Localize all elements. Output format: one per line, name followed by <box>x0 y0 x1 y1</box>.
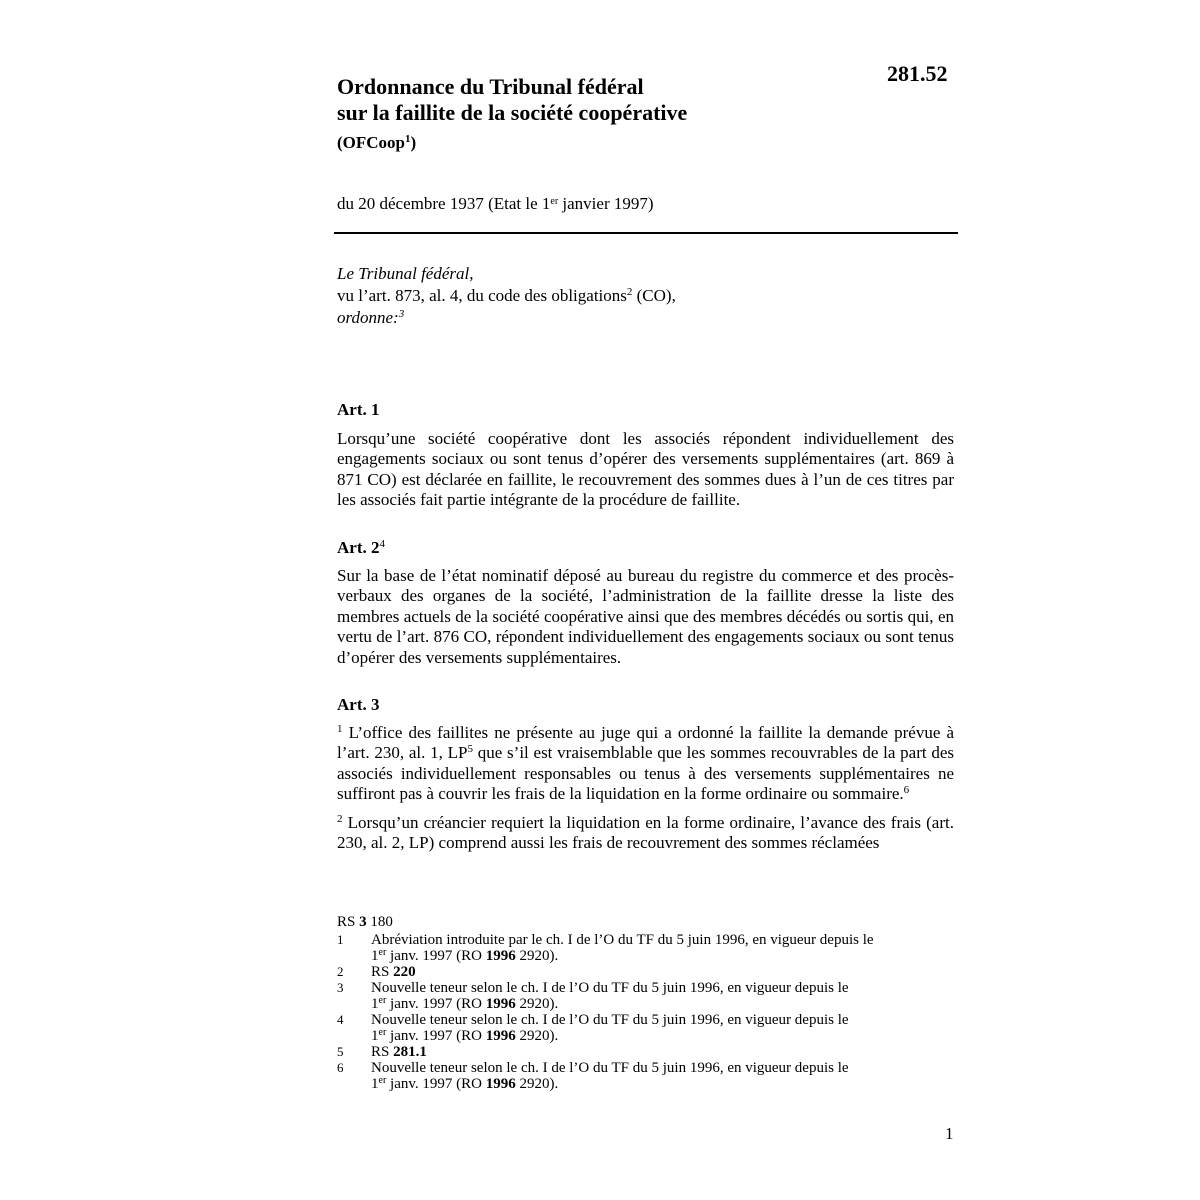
article-3-p1-text-cont: que s’il est vraisemblable que les sommes recouvrables de la part des associés individuellement responsables ou tenus à des versements supplémentaires ne suffiront pas à couvrir les frais de la liquidation en la forme ordinaire ou sommaire. <box>337 743 955 804</box>
footnote-1 <box>337 932 937 964</box>
paragraph-number-1: 1 <box>337 723 343 735</box>
paragraph-number-2: 2 <box>337 812 343 825</box>
preamble <box>337 263 957 329</box>
article-2-body <box>337 566 954 668</box>
fn-text: 1 <box>371 1076 379 1092</box>
fn-text: 1 <box>371 996 379 1012</box>
title-line-1: Ordonnance du Tribunal fédéral <box>337 74 644 99</box>
footnote-line: Nouvelle teneur selon le ch. I de l’O du TF du 5 juin 1996, en vigueur depuis le <box>371 1012 849 1028</box>
article-2-heading-text: Art. 2 <box>337 538 380 557</box>
fn-bold: 1996 <box>485 948 516 964</box>
article-3-body <box>337 723 954 853</box>
abbr-close: ) <box>410 133 417 152</box>
footnote-line-2 <box>371 1076 937 1092</box>
footnote-line: Nouvelle teneur selon le ch. I de l’O du TF du 5 juin 1996, en vigueur depuis le <box>371 1060 849 1076</box>
preamble-basis <box>337 285 957 307</box>
article-1-body <box>337 429 954 511</box>
footnote-line <box>371 964 937 980</box>
title-line-2: sur la faillite de la société coopérative <box>337 100 688 125</box>
header-rule <box>334 232 958 234</box>
article-1-heading: Art. 1 <box>337 400 380 419</box>
preamble-basis-text: vu l’art. 873, al. 4, du code des obligations <box>337 286 627 305</box>
fn-bold: 220 <box>393 964 416 980</box>
footnote-line: Nouvelle teneur selon le ch. I de l’O du TF du 5 juin 1996, en vigueur depuis le <box>371 980 849 996</box>
article-3-p2-text: Lorsqu’un créancier requiert la liquidation en la forme ordinaire, l’avance des frais (art. 230, al. 2, LP) comprend aussi les frais de recouvrement des sommes réclamées <box>337 812 954 853</box>
date-text: du 20 décembre 1937 (Etat le 1 <box>337 194 551 213</box>
fn-text: 2920). <box>515 1028 559 1044</box>
footnote-ref-5[interactable]: 5 <box>467 743 473 756</box>
preamble-authority: Le Tribunal fédéral, <box>337 264 474 283</box>
rs-prefix: RS <box>337 914 360 930</box>
fn-text: 1 <box>371 1028 379 1044</box>
fn-sup: er <box>378 1027 387 1038</box>
article-2-paragraph: Sur la base de l’état nominatif déposé au bureau du registre du commerce et des procès-verbaux des organes de la société, l’administration de la faillite dresse la liste des membres actuels de la société coopérative ainsi que des membres décédés ou sortis qui, en vertu de l’art. 876 CO, répondent individuellement des engagements sociaux ou sont tenus d’opérer des versements supplémentaires. <box>337 566 954 667</box>
date-line <box>337 193 654 215</box>
footnote-6 <box>337 1060 937 1092</box>
footnote-4 <box>337 1012 937 1044</box>
footnote-2 <box>337 964 937 980</box>
article-3-heading: Art. 3 <box>337 695 380 714</box>
title-abbreviation <box>337 132 897 154</box>
page-number: 1 <box>945 1124 954 1143</box>
footnote-5 <box>337 1044 937 1060</box>
article-3-paragraph-1 <box>337 723 954 805</box>
footnote-ref-6[interactable]: 6 <box>903 784 910 797</box>
fn-sup: er <box>378 1075 387 1086</box>
footnote-ref-2[interactable]: 2 <box>626 286 633 298</box>
footnote-number: 6 <box>337 1060 344 1075</box>
preamble-basis-end: (CO), <box>632 286 676 305</box>
footnote-number: 1 <box>337 932 344 947</box>
fn-bold: 281.1 <box>393 1044 427 1060</box>
article-3-p1-text: L’office des faillites ne présente au juge qui a ordonné la faillite la demande prévue à l’art. 230, al. 1, LP <box>337 723 954 763</box>
date-text-end: janvier 1997) <box>558 194 654 213</box>
fn-text: RS <box>371 964 394 980</box>
fn-text: 2920). <box>515 1076 559 1092</box>
footnote-line: Abréviation introduite par le ch. I de l’O du TF du 5 juin 1996, en vigueur depuis le <box>371 932 874 948</box>
fn-text: janv. 1997 (RO <box>386 948 486 964</box>
date-sup: er <box>550 196 559 207</box>
fn-text: 2920). <box>515 996 559 1012</box>
footnotes <box>337 914 937 1092</box>
preamble-decree-text: ordonne: <box>337 308 399 327</box>
fn-text: janv. 1997 (RO <box>386 1076 486 1092</box>
footnote-number: 5 <box>337 1044 344 1059</box>
fn-bold: 1996 <box>485 996 516 1012</box>
abbr-text: (OFCoop <box>337 133 405 152</box>
sr-number: 281.52 <box>887 61 948 86</box>
fn-text: RS <box>371 1044 394 1060</box>
footnote-number: 2 <box>337 964 344 979</box>
fn-text: janv. 1997 (RO <box>386 1028 486 1044</box>
article-1-paragraph: Lorsqu’une société coopérative dont les associés répondent individuellement des engagements sociaux ou sont tenus d’opérer des versements supplémentaires (art. 869 à 871 CO) est déclarée en faillite, le recouvrement des sommes dues à l’un de ces titres par les associés fait partie intégrante de la procédure de faillite. <box>337 429 954 510</box>
rs-page: 180 <box>366 914 393 930</box>
fn-text: 1 <box>371 948 379 964</box>
fn-text: 2920). <box>515 948 559 964</box>
article-2-heading <box>337 537 385 559</box>
footnote-number: 3 <box>337 980 344 995</box>
footnote-ref-3[interactable]: 3 <box>398 308 405 320</box>
footnote-line-2 <box>371 1028 937 1044</box>
title-block <box>337 74 897 154</box>
fn-sup: er <box>378 947 387 958</box>
rs-volume: 3 <box>359 914 367 930</box>
footnote-number: 4 <box>337 1012 344 1027</box>
fn-sup: er <box>378 995 387 1006</box>
fn-text: janv. 1997 (RO <box>386 996 486 1012</box>
footnote-line-2 <box>371 948 937 964</box>
preamble-decree <box>337 307 957 329</box>
fn-bold: 1996 <box>485 1028 516 1044</box>
rs-note <box>337 914 937 932</box>
article-3-paragraph-2 <box>337 813 954 854</box>
footnote-ref-1[interactable]: 1 <box>405 133 411 145</box>
footnote-line-2 <box>371 996 937 1012</box>
footnote-3 <box>337 980 937 1012</box>
footnote-line <box>371 1044 937 1060</box>
footnote-ref-4[interactable]: 4 <box>379 538 385 550</box>
fn-bold: 1996 <box>485 1076 516 1092</box>
